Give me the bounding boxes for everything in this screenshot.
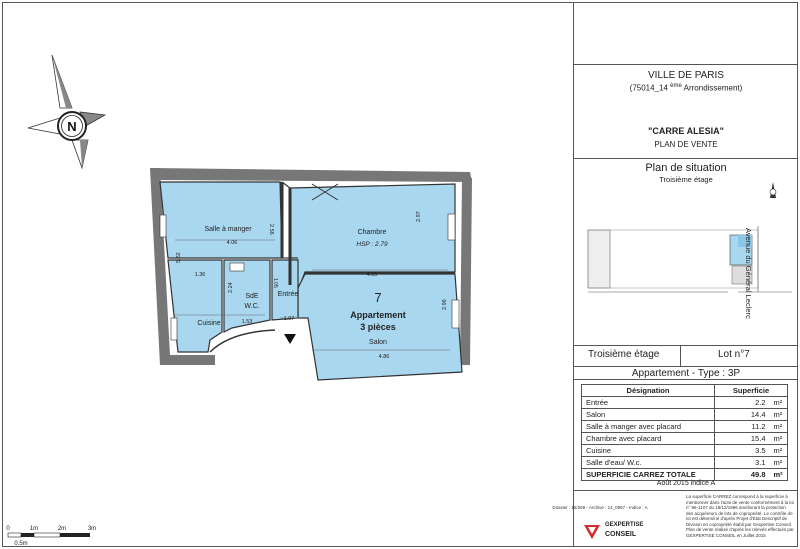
label-cuisine: Cuisine [197,320,221,327]
dim-chambre-height: 2.97 [416,211,422,222]
dim-sam-height: 2.56 [268,224,274,235]
company-name-2: CONSEIL [605,531,637,538]
north-letter: N [67,119,77,134]
dim-left-height: 5.62 [176,252,182,263]
situation-floor: Troisième étage [659,175,713,184]
dim-cuisine-width: 1.36 [194,272,206,278]
residence-name: "CARRE ALESIA" [648,126,724,136]
floor-label: Troisième étage [588,349,660,360]
north-arrow-icon [28,55,105,168]
label-chambre: Chambre [357,229,387,236]
table-row: Salon 14.4 m² [582,409,788,421]
table-row: Cuisine 3.5 m² [582,445,788,457]
label-salle-a-manger: Salle à manger [204,226,252,233]
situation-plan [578,180,793,310]
table-row: Salle à manger avec placard 11.2 m² [582,421,788,433]
dim-entree: 1.07 [283,316,295,322]
table-row: Salle d'eau/ W.c. 3.1 m² [582,457,788,469]
situation-title: Plan de situation [645,162,727,174]
apartment-type: Appartement - Type : 3P [631,368,741,379]
header-designation: Désignation [582,385,715,397]
dim-salon-width: 4.86 [378,354,390,360]
dim-sde-width: 1.53 [241,319,253,325]
plan-type: PLAN DE VENTE [654,140,718,149]
label-hsp: HSP : 2.79 [356,241,388,248]
label-pieces: 3 pièces [360,322,396,332]
dim-salon-height: 2.96 [442,299,448,310]
table-total-row: SUPERFICIE CARREZ TOTALE 49.8 m² [582,469,788,481]
label-sde: SdE [245,293,259,300]
table-row: Chambre avec placard 15.4 m² [582,433,788,445]
entrance-arrow-icon [284,334,296,344]
scale-label-half: 0.5m [14,541,28,547]
dim-sam-width: 4.06 [226,240,238,246]
label-wc: W.C. [244,303,260,310]
sink-icon [230,263,244,271]
header-superficie: Superficie [715,385,788,397]
room-salle-a-manger [160,182,282,258]
company-logo [582,521,602,541]
scale-label-1: 1m [29,526,39,532]
district: (75014_14 $^{ème}$ Arrondissement) [629,83,743,93]
dossier-info: Dossier : 15/269 - Archive : 14_0867 - Indice : A [552,505,648,510]
legal-notice: La superficie CARREZ correspond à la superficie à mentionner dans l'acte de vente conformément à la loi n° 96-1107 du 18/12/1996 améliorant la protection des acquéreurs de lots de copropriété. Le contrôle de lot est déterminé d'après Projet d'Etat Descriptif de Division en copropriété établi par Gexpertise Conseil. Plan de vente réalisé d'après les relevés effectués par GEXPERTISE CONSEIL en Juillet 2015 [686,494,794,538]
date-label: Août 2015 indice A [656,480,716,487]
room-entree [272,260,298,320]
lot-label: Lot n°7 [718,349,750,360]
scale-label-0: 0 [6,526,10,532]
table-row: Entrée 2.2 m² [582,397,788,409]
label-lot-number: 7 [374,290,382,305]
company-name-1: GEXPERTISE [605,522,644,528]
dim-sde-height: 2.24 [228,282,234,293]
scale-label-2: 2m [57,526,67,532]
label-entree: Entrée [277,291,299,298]
right-wall [460,178,472,365]
dim-chambre-width: 4.85 [366,272,378,278]
label-salon: Salon [369,339,387,346]
street-label: Avenue du Général Leclerc [744,228,753,319]
scale-bar [8,533,90,537]
city-name: VILLE DE PARIS [648,70,724,81]
surface-table [581,384,788,481]
scale-label-3: 3m [87,526,97,532]
dim-entree-height: 1.05 [272,278,278,288]
label-appartement: Appartement [350,310,406,320]
top-wall [152,168,472,182]
